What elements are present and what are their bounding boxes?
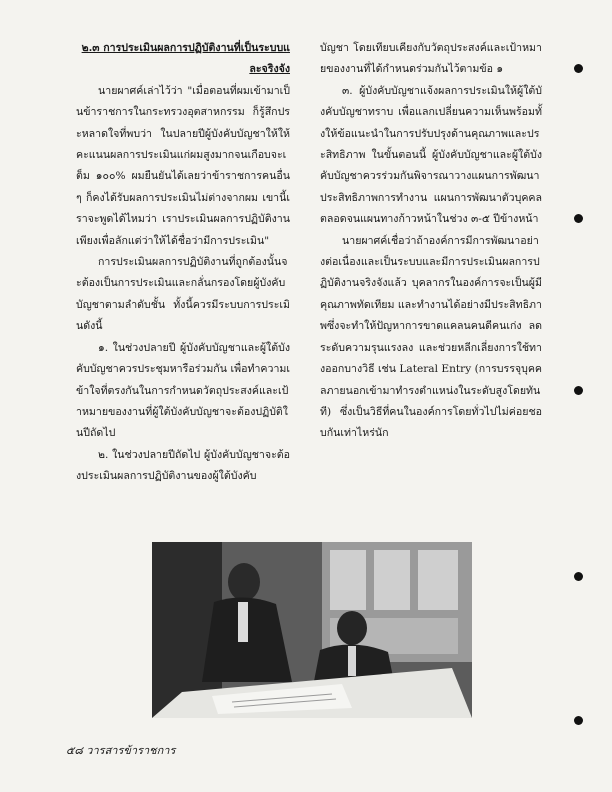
punch-hole-icon bbox=[574, 64, 583, 73]
left-column bbox=[76, 38, 290, 488]
office-meeting-photo bbox=[152, 542, 472, 718]
right-column bbox=[320, 38, 542, 445]
paragraph-step-3: ๓. ผู้บังคับบัญชาแจ้งผลการประเมินให้ผู้ใต้บังคับบัญชาทราบ เพื่อแลกเปลี่ยนความเห็นพร้อมทั้งให้ข้อแนะนำในการปรับปรุงด้านคุณภาพและประสิทธิภาพ ในขั้นตอนนี้ ผู้บังคับบัญชาและผู้ใต้บังคับบัญชาควรร่วมกันพิจารณาวางแผนการพัฒนาประสิทธิภาพการทำงาน แผนการพัฒนาตัวบุคคลตลอดจนแผนทางก้าวหน้าในช่วง ๓-๕ ปีข้างหน้า bbox=[320, 84, 542, 226]
paragraph-step-2-continued: บัญชา โดยเทียบเคียงกับวัตถุประสงค์และเป้าหมายของงานที่ได้กำหนดร่วมกันไว้ตามข้อ ๑ bbox=[320, 42, 542, 76]
page-footer: ๕๘ วารสารข้าราชการ bbox=[66, 744, 176, 757]
punch-hole-icon bbox=[574, 716, 583, 725]
punch-hole-icon bbox=[574, 386, 583, 395]
paragraph-evaluation-system: การประเมินผลการปฏิบัติงานที่ถูกต้องนั้นจะต้องเป็นการประเมินและกลั่นกรองโดยผู้บังคับบัญชาตามลำดับชั้น ทั้งนี้ควรมีระบบการประเมินดังนี้ bbox=[76, 256, 290, 333]
paragraph-conclusion: นายผาศค์เชื่อว่าถ้าองค์การมีการพัฒนาอย่างต่อเนื่องและเป็นระบบและมีการประเมินผลการปฏิบัติงานจริงจังแล้ว บุคลากรในองค์การจะเป็นผู้มีคุณภาพทัดเทียม และทำงานได้อย่างมีประสิทธิภาพซึ่งจะทำให้ปัญหาการขาดแคลนคนดีคนเก่ง ลดระดับความรุนแรงลง และช่วยหลีกเลี่ยงการใช้ทางออกบางวิธี เช่น Lateral Entry (การบรรจุบุคคลภายนอกเข้ามาทำรงตำแหน่งในระดับสูงโดยทันที) ซึ่งเป็นวิธีที่คนในองค์การโดยทั่วไปไม่ค่อยชอบกันเท่าไหร่นัก bbox=[320, 234, 542, 440]
section-heading: ๒.๓ การประเมินผลการปฏิบัติงานที่เป็นระบบและจริงจัง bbox=[81, 42, 290, 76]
photo-illustration bbox=[152, 542, 472, 718]
paragraph-quote: นายผาศค์เล่าไว้ว่า "เมื่อตอนที่ผมเข้ามาเป็นข้าราชการในกระทรวงอุตสาหกรรม ก็รู้สึกประหลาดใจที่พบว่า ในปลายปีผู้บังคับบัญชาให้ให้คะแนนผลการประเมินแก่ผมสูงมากจนเกือบจะเต็ม ๑๐๐% ผมยืนยันได้เลยว่าข้าราชการคนอื่น ๆ ก็คงได้รับผลการประเมินไม่ต่างจากผม เขานี้เราจะพูดได้ไหมว่า เราประเมินผลการปฏิบัติงานเพียงเพื่อลักแต่ว่าให้ได้ชื่อว่ามีการประเมิน" bbox=[76, 84, 290, 247]
paragraph-step-2: ๒. ในช่วงปลายปีถัดไป ผู้บังคับบัญชาจะต้องประเมินผลการปฏิบัติงานของผู้ใต้บังคับ bbox=[76, 448, 290, 483]
punch-hole-icon bbox=[574, 214, 583, 223]
paragraph-step-1: ๑. ในช่วงปลายปี ผู้บังคับบัญชาและผู้ใต้บังคับบัญชาควรประชุมหารือร่วมกัน เพื่อทำความเข้าใจที่ตรงกันในการกำหนดวัตถุประสงค์และเป้าหมายของงานที่ผู้ใต้บังคับบัญชาจะต้องปฏิบัติในปีถัดไป bbox=[76, 341, 290, 440]
punch-hole-icon bbox=[574, 572, 583, 581]
